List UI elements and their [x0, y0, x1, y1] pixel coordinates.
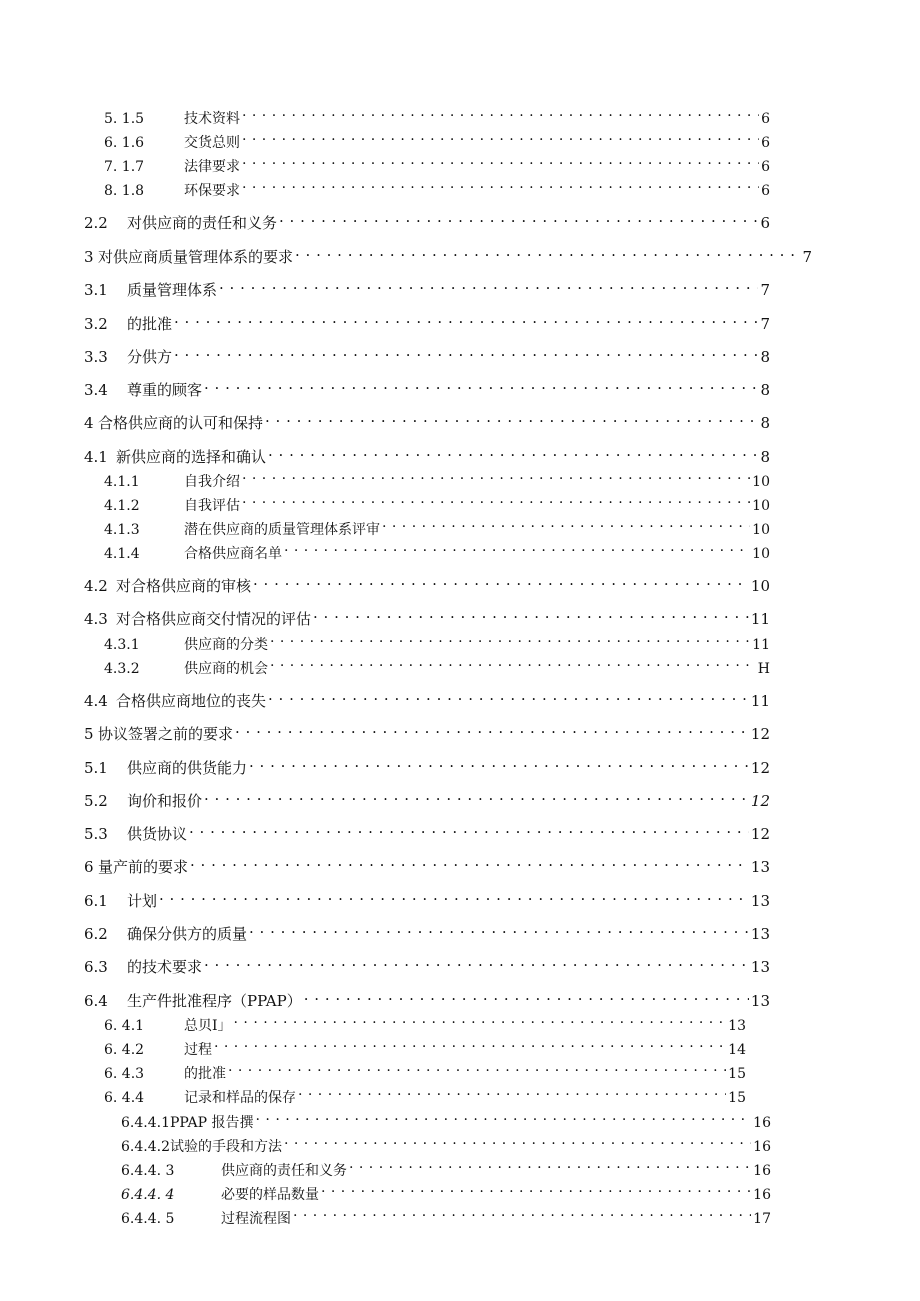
toc-entry[interactable]: [84, 850, 770, 876]
toc-page: 13: [750, 958, 770, 976]
toc-title: 供应商的分类: [184, 637, 268, 653]
toc-page: 16: [753, 1115, 771, 1131]
toc-page: 12: [750, 725, 770, 743]
toc-title: 尊重的顾客: [127, 381, 203, 399]
toc-page: 13: [728, 1018, 746, 1034]
toc-number: 3.2: [84, 315, 108, 333]
toc-leader: [284, 536, 750, 558]
toc-number: 4.2: [84, 577, 108, 595]
toc-number: 5.3: [84, 825, 108, 843]
toc-number: 6.2: [84, 925, 108, 943]
toc-number: 6.3: [84, 958, 108, 976]
toc-leader: [235, 717, 749, 739]
toc-entry[interactable]: [84, 684, 770, 710]
toc-page: 10: [752, 546, 770, 562]
toc-entry[interactable]: [121, 1201, 771, 1227]
toc-title: 对供应商质量管理体系的要求: [98, 248, 294, 266]
toc-title: 自我评估: [184, 498, 240, 514]
toc-page: 12: [750, 759, 770, 777]
toc-number: 6.4.4. 4: [121, 1187, 175, 1203]
toc-page: H: [757, 661, 770, 677]
toc-entry[interactable]: [84, 406, 770, 432]
toc-leader: [228, 1056, 726, 1078]
toc-page: 6: [761, 159, 770, 175]
toc-number: 7. 1.7: [104, 159, 145, 175]
toc-leader: [268, 684, 749, 706]
toc-entry[interactable]: [104, 651, 770, 677]
toc-title: 质量管理体系: [127, 281, 218, 299]
toc-entry[interactable]: [84, 884, 770, 910]
toc-title: 合格供应商的认可和保持: [98, 414, 264, 432]
toc-number: 3.1: [84, 281, 108, 299]
toc-number: 4.1.2: [104, 498, 140, 514]
toc-entry[interactable]: [121, 1153, 771, 1179]
toc-title: 法律要求: [184, 159, 240, 175]
toc-entry[interactable]: [104, 125, 770, 151]
toc-entry[interactable]: [104, 101, 770, 127]
toc-entry[interactable]: [104, 627, 770, 653]
toc-number: 6.4.4. 5: [121, 1211, 175, 1227]
toc-number: 4.3.1: [104, 637, 140, 653]
toc-number: 6. 4.2: [104, 1042, 145, 1058]
toc-leader: [174, 340, 758, 362]
toc-page: 6: [761, 135, 770, 151]
toc-leader: [234, 1008, 727, 1030]
toc-title: 量产前的要求: [98, 858, 189, 876]
toc-leader: [242, 149, 759, 171]
toc-leader: [249, 751, 749, 773]
toc-page: 11: [752, 637, 770, 653]
toc-entry[interactable]: [84, 440, 770, 466]
toc-entry[interactable]: [121, 1105, 771, 1131]
toc-page: 11: [750, 610, 770, 628]
toc-page: 7: [802, 248, 812, 266]
toc-leader: [284, 1129, 751, 1151]
toc-title: 对合格供应商交付情况的评估: [116, 610, 312, 628]
toc-number: 6.4.4.1: [121, 1115, 170, 1131]
toc-entry[interactable]: [104, 1080, 746, 1106]
toc-leader: [268, 440, 758, 462]
toc-leader: [159, 884, 749, 906]
toc-title: 合格供应商名单: [184, 546, 282, 562]
toc-page: 6: [761, 111, 770, 127]
toc-entry[interactable]: [84, 950, 770, 976]
toc-entry[interactable]: [84, 602, 770, 628]
toc-page: 13: [750, 858, 770, 876]
toc-title: 供应商的责任和义务: [221, 1163, 347, 1179]
toc-leader: [214, 1032, 726, 1054]
toc-title: 生产件批准程序（PPAP）: [127, 992, 302, 1010]
toc-number: 4: [84, 414, 94, 432]
toc-number: 3.4: [84, 381, 108, 399]
toc-entry[interactable]: [104, 1032, 746, 1058]
toc-leader: [242, 173, 759, 195]
toc-leader: [279, 206, 758, 228]
toc-entry[interactable]: [84, 817, 770, 843]
toc-entry[interactable]: [84, 240, 812, 266]
toc-number: 5. 1.5: [104, 111, 145, 127]
toc-title: 供货协议: [127, 825, 188, 843]
toc-title: 潜在供应商的质量管理体系评审: [184, 522, 380, 538]
toc-page: 10: [752, 474, 770, 490]
toc-number: 8. 1.8: [104, 183, 145, 199]
toc-page: 12: [750, 792, 770, 810]
toc-leader: [204, 950, 749, 972]
toc-page: 12: [750, 825, 770, 843]
toc-page: 7: [760, 315, 770, 333]
toc-title: 交货总则: [184, 135, 240, 151]
toc-leader: [349, 1153, 751, 1175]
toc-leader: [295, 240, 800, 262]
toc-number: 4.3.2: [104, 661, 140, 677]
toc-leader: [204, 373, 758, 395]
toc-page: 8: [760, 348, 770, 366]
toc-number: 6.4.4.2: [121, 1139, 170, 1155]
toc-number: 6. 4.4: [104, 1090, 145, 1106]
toc-leader: [253, 569, 749, 591]
toc-entry[interactable]: [84, 206, 770, 232]
toc-leader: [298, 1080, 726, 1102]
toc-entry[interactable]: [121, 1129, 771, 1155]
toc-leader: [265, 406, 758, 428]
toc-number: 6.4: [84, 992, 108, 1010]
toc-page: 11: [750, 692, 770, 710]
toc-title: 的批准: [127, 315, 173, 333]
toc-leader: [219, 273, 758, 295]
toc-number: 2.2: [84, 214, 108, 232]
toc-page: 15: [728, 1090, 746, 1106]
toc-entry[interactable]: [84, 273, 770, 299]
toc-number: 5.1: [84, 759, 108, 777]
toc-leader: [382, 512, 750, 534]
toc-entry[interactable]: [104, 488, 770, 514]
toc-number: 4.3: [84, 610, 108, 628]
toc-page: 15: [728, 1066, 746, 1082]
toc-number: 6.4.4. 3: [121, 1163, 175, 1179]
toc-entry[interactable]: [104, 512, 770, 538]
toc-page: 16: [753, 1139, 771, 1155]
toc-entry[interactable]: [84, 784, 770, 810]
toc-leader: [242, 101, 759, 123]
toc-title: 询价和报价: [127, 792, 203, 810]
toc-title: 试验的手段和方法: [169, 1139, 282, 1155]
toc-entry[interactable]: [84, 373, 770, 399]
toc-leader: [242, 488, 750, 510]
toc-title: 计划: [127, 892, 158, 910]
toc-title: 分供方: [127, 348, 173, 366]
toc-leader: [270, 651, 756, 673]
toc-leader: [313, 602, 749, 624]
toc-page: 8: [760, 448, 770, 466]
toc-title: 供应商的供货能力: [127, 759, 248, 777]
toc-entry[interactable]: [104, 173, 770, 199]
toc-entry[interactable]: [121, 1177, 771, 1203]
toc-entry[interactable]: [84, 569, 770, 595]
toc-leader: [242, 464, 750, 486]
toc-leader: [189, 817, 749, 839]
toc-page: 17: [753, 1211, 771, 1227]
toc-entry[interactable]: [84, 751, 770, 777]
toc-leader: [321, 1177, 751, 1199]
toc-page: 13: [750, 992, 770, 1010]
toc-title: 合格供应商地位的丧失: [116, 692, 267, 710]
toc-page: 10: [752, 498, 770, 514]
toc-title: 过程: [184, 1042, 212, 1058]
toc-entry[interactable]: [84, 340, 770, 366]
toc-entry[interactable]: [104, 536, 770, 562]
toc-title: 必要的样品数量: [221, 1187, 319, 1203]
toc-page: 8: [760, 414, 770, 432]
toc-page: 16: [753, 1163, 771, 1179]
toc-leader: [190, 850, 749, 872]
toc-number: 4.4: [84, 692, 108, 710]
toc-title: 协议签署之前的要求: [98, 725, 234, 743]
toc-title: 环保要求: [184, 183, 240, 199]
toc-title: 的批准: [184, 1066, 226, 1082]
toc-title: PPAP 报告撰: [169, 1115, 254, 1131]
toc-leader: [270, 627, 750, 649]
toc-page: 13: [750, 925, 770, 943]
toc-number: 5.2: [84, 792, 108, 810]
toc-title: 总贝I」: [184, 1018, 232, 1034]
toc-number: 4.1.3: [104, 522, 140, 538]
toc-number: 3: [84, 248, 94, 266]
toc-entry[interactable]: [84, 717, 770, 743]
toc-number: 5: [84, 725, 94, 743]
toc-page: 6: [761, 183, 770, 199]
toc-entry[interactable]: [104, 1056, 746, 1082]
toc-title: 的技术要求: [127, 958, 203, 976]
toc-leader: [249, 917, 749, 939]
toc-leader: [204, 784, 749, 806]
toc-title: 技术资料: [184, 111, 240, 127]
toc-number: 4.1: [84, 448, 108, 466]
toc-leader: [293, 1201, 751, 1223]
toc-entry[interactable]: [84, 307, 770, 333]
toc-page: 7: [760, 281, 770, 299]
toc-number: 4.1.4: [104, 546, 140, 562]
toc-number: 6.1: [84, 892, 108, 910]
toc-title: 过程流程图: [221, 1211, 291, 1227]
toc-title: 自我介绍: [184, 474, 240, 490]
toc-leader: [256, 1105, 752, 1127]
toc-page: 10: [750, 577, 770, 595]
toc-entry[interactable]: [104, 1008, 746, 1034]
toc-number: 6. 4.1: [104, 1018, 145, 1034]
toc-number: 3.3: [84, 348, 108, 366]
toc-leader: [242, 125, 759, 147]
toc-leader: [304, 984, 749, 1006]
toc-number: 6: [84, 858, 94, 876]
toc-entry[interactable]: [104, 149, 770, 175]
toc-title: 对合格供应商的审核: [116, 577, 252, 595]
toc-title: 确保分供方的质量: [127, 925, 248, 943]
toc-page: 13: [750, 892, 770, 910]
toc-number: 6. 4.3: [104, 1066, 145, 1082]
toc-leader: [174, 307, 758, 329]
toc-page: 10: [752, 522, 770, 538]
toc-title: 供应商的机会: [184, 661, 268, 677]
toc-entry[interactable]: [84, 917, 770, 943]
toc-page: 6: [760, 214, 770, 232]
toc-entry[interactable]: [104, 464, 770, 490]
toc-title: 对供应商的责任和义务: [127, 214, 278, 232]
toc-entry[interactable]: [84, 984, 770, 1010]
toc-page: 16: [753, 1187, 771, 1203]
toc-page: 14: [728, 1042, 746, 1058]
toc-number: 6. 1.6: [104, 135, 145, 151]
toc-page: 8: [760, 381, 770, 399]
toc-title: 记录和样品的保存: [184, 1090, 296, 1106]
toc-title: 新供应商的选择和确认: [116, 448, 267, 466]
toc-number: 4.1.1: [104, 474, 140, 490]
